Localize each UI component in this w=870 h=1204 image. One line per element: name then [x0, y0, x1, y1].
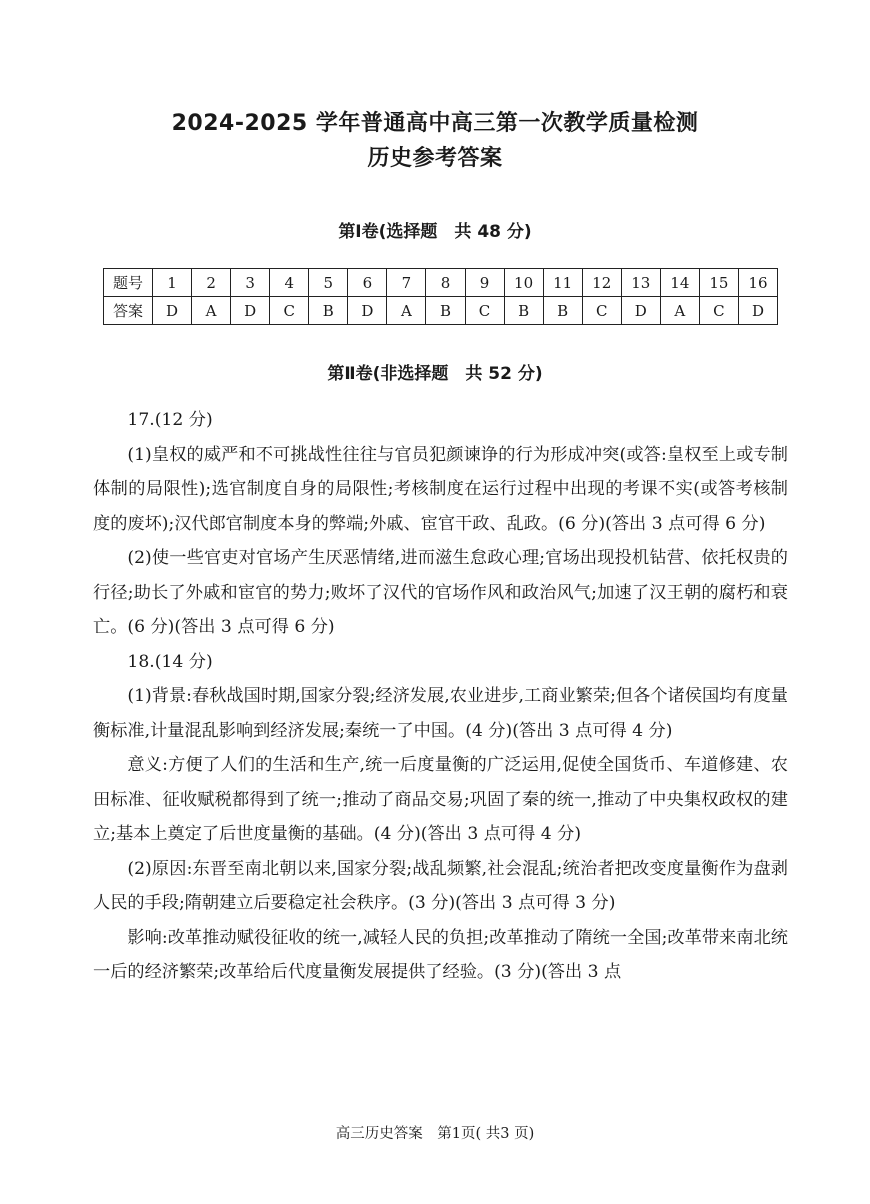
question-number-row — [104, 269, 778, 297]
section-2-title: 第Ⅱ卷(非选择题 共 52 分) — [327, 364, 543, 384]
section-1-title: 第Ⅰ卷(选择题 共 48 分) — [338, 222, 532, 242]
answer-cell: B — [309, 297, 348, 325]
question-number: 16 — [738, 269, 777, 297]
question-number: 2 — [192, 269, 231, 297]
question-number: 6 — [348, 269, 387, 297]
question-number: 7 — [387, 269, 426, 297]
document-title: 2024-2025 学年普通高中高三第一次教学质量检测 — [171, 111, 699, 136]
answer-content — [93, 403, 788, 990]
question-number: 11 — [543, 269, 582, 297]
answer-paragraph: 影响:改革推动赋役征收的统一,减轻人民的负担;改革推动了隋统一全国;改革带来南北统一后的经济繁荣;改革给后代度量衡发展提供了经验。(3 分)(答出 3 点 — [93, 927, 788, 982]
question-number: 3 — [231, 269, 270, 297]
question-number: 8 — [426, 269, 465, 297]
answer-cell: D — [621, 297, 660, 325]
answer-paragraph: (1)皇权的威严和不可挑战性往往与官员犯颜谏诤的行为形成冲突(或答:皇权至上或专制体制的局限性);选官制度自身的局限性;考核制度在运行过程中出现的考课不实(或答考核制度的废坏);汉代郎官制度本身的弊端;外戚、宦官干政、乱政。(6 分)(答出 3 点可得 6 分) — [93, 444, 788, 534]
answer-cell: C — [582, 297, 621, 325]
question-number: 4 — [270, 269, 309, 297]
document-subtitle: 历史参考答案 — [367, 146, 503, 171]
question-number: 5 — [309, 269, 348, 297]
answer-cell: B — [426, 297, 465, 325]
question-number: 14 — [660, 269, 699, 297]
answer-table — [103, 268, 778, 325]
question-number: 15 — [699, 269, 738, 297]
row-header-number: 题号 — [104, 269, 153, 297]
question-number: 1 — [153, 269, 192, 297]
question-number: 10 — [504, 269, 543, 297]
answer-paragraph: (2)使一些官吏对官场产生厌恶情绪,进而滋生怠政心理;官场出现投机钻营、依托权贵的行径;助长了外戚和宦官的势力;败坏了汉代的官场作风和政治风气;加速了汉王朝的腐朽和衰亡。(6 分)(答出 3 点可得 6 分) — [93, 548, 788, 637]
question-number: 9 — [465, 269, 504, 297]
answer-cell: A — [192, 297, 231, 325]
question-number: 12 — [582, 269, 621, 297]
answer-paragraph: (2)原因:东晋至南北朝以来,国家分裂;战乱频繁,社会混乱;统治者把改变度量衡作为盘剥人民的手段;隋朝建立后要稳定社会秩序。(3 分)(答出 3 点可得 3 分) — [93, 858, 788, 913]
row-header-answer: 答案 — [104, 297, 153, 325]
answer-paragraph: 意义:方便了人们的生活和生产,统一后度量衡的广泛运用,促使全国货币、车道修建、农田标准、征收赋税都得到了统一;推动了商品交易;巩固了秦的统一,推动了中央集权政权的建立;基本上奠定了后世度量衡的基础。(4 分)(答出 3 点可得 4 分) — [93, 755, 788, 844]
answer-cell: C — [699, 297, 738, 325]
question-number: 13 — [621, 269, 660, 297]
answer-cell: D — [738, 297, 777, 325]
answer-cell: D — [153, 297, 192, 325]
answer-cell: C — [465, 297, 504, 325]
answer-cell: A — [387, 297, 426, 325]
answer-cell: C — [270, 297, 309, 325]
answer-row — [104, 297, 778, 325]
question-heading: 18.(14 分) — [127, 651, 213, 672]
answer-cell: A — [660, 297, 699, 325]
answer-paragraph: (1)背景:春秋战国时期,国家分裂;经济发展,农业进步,工商业繁荣;但各个诸侯国均有度量衡标准,计量混乱影响到经济发展;秦统一了中国。(4 分)(答出 3 点可得 4 分) — [93, 686, 788, 741]
page-footer: 高三历史答案 第1页( 共3 页) — [335, 1126, 535, 1142]
answer-cell: B — [543, 297, 582, 325]
answer-cell: B — [504, 297, 543, 325]
question-heading: 17.(12 分) — [127, 410, 213, 430]
answer-cell: D — [231, 297, 270, 325]
answer-cell: D — [348, 297, 387, 325]
